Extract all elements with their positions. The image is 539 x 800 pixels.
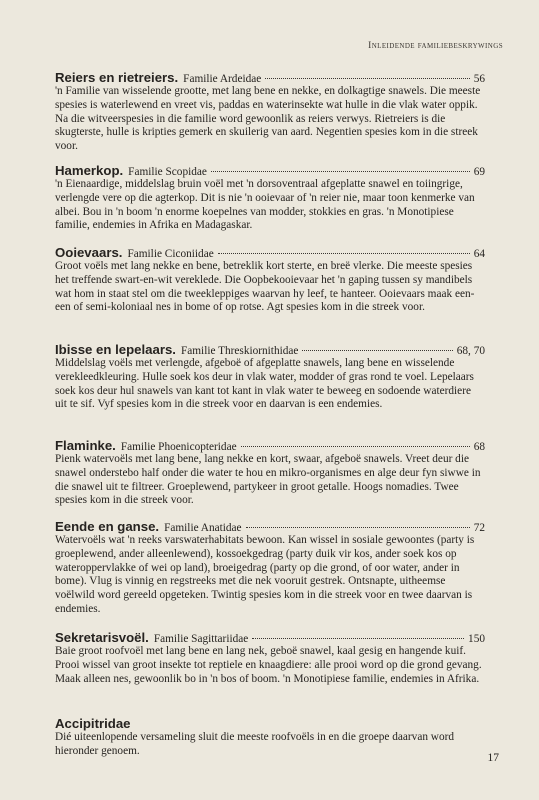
entry-page-ref: 68, 70	[456, 345, 485, 357]
entry-title: Flaminke.	[55, 438, 116, 453]
entry-heading	[55, 519, 485, 534]
entry-storks	[55, 245, 485, 315]
entry-flamingos	[55, 438, 485, 508]
entry-description: 'n Eienaardige, middelslag bruin voël met 'n dorsoventraal afgeplatte snawel en toiingrige, verlengde vere op die agterkop. Dit is nie 'n ooievaar of 'n reier nie, maar toon kenmerke van albei. Bou in 'n boom 'n enorme koepelnes van modder, stokkies en gras. 'n Monotipiese familie, endemies in Afrika en Madagaskar.	[55, 178, 475, 232]
entry-description: Pienk watervoëls met lang bene, lang nekke en kort, swaar, afgeboë snawels. Vreet deur die snawel onderstebo half onder die water te hou en mikro-organismes en alge deur fyn siwwe in die snawel uit te filtreer. Groeplewend, partykeer in groot getalle. Hoogs nomadies. Twee spesies kom in die streek voor.	[55, 453, 481, 507]
dot-leader	[302, 350, 452, 351]
page-number: 17	[487, 752, 499, 764]
entry-heading	[55, 245, 485, 260]
entry-title: Ooievaars.	[55, 245, 123, 260]
dot-leader	[218, 253, 470, 254]
entry-herons	[55, 70, 485, 154]
entry-page-ref: 69	[473, 166, 485, 178]
entry-description: Watervoëls wat 'n reeks varswaterhabitats bewoon. Kan wissel in sosiale gewoontes (party is groeplewend, ander alleenlewend), kossoekgedrag (party duik vir kos, ander soek kos op wateroppervlakke of wei op land), broeigedrag (party op die grond, of oor water, ander in bome). Vlug is vinnig en regstreeks met die nek vooruit gestrek. Ontsnapte, uitheemse voëlwild word gereeld opgeteken. Twintig spesies kom in die streek voor en twee daarvan is endemies.	[55, 534, 475, 615]
entry-heading	[55, 70, 485, 85]
entry-heading	[55, 342, 485, 357]
entry-description: Dié uiteenlopende versameling sluit die meeste roofvoëls in en die groepe daarvan word hieronder genoem.	[55, 731, 455, 757]
entry-title: Sekretarisvoël.	[55, 630, 149, 645]
entry-title: Hamerkop.	[55, 163, 124, 178]
entry-heading	[55, 163, 485, 178]
entry-heading	[55, 438, 485, 453]
entry-secretarybird	[55, 630, 485, 686]
running-header: Inleidende familiebeskrywings	[368, 41, 503, 51]
entry-description: Baie groot roofvoël met lang bene en lang nek, geboë snawel, kaal gesig en hangende kuif. Prooi wissel van groot insekte tot reptiele en knaagdiere: alle prooi word op die grond gevang. Maak alleen nes, gewoonlik bo in 'n bos of boom. 'n Monotipiese familie, endemies in Afrika.	[55, 645, 482, 685]
entry-family: Familie Anatidae	[164, 522, 242, 534]
entry-family: Familie Scopidae	[128, 166, 207, 178]
entry-family: Familie Ciconiidae	[127, 248, 214, 260]
entry-page-ref: 68	[473, 441, 485, 453]
entry-heading	[55, 630, 485, 645]
entry-page-ref: 150	[468, 633, 485, 645]
entry-ducks-geese	[55, 519, 485, 617]
dot-leader	[265, 78, 469, 79]
entry-title: Ibisse en lepelaars.	[55, 342, 176, 357]
entry-hamerkop	[55, 163, 485, 233]
entry-description: Middelslag voëls met verlengde, afgeboë of afgeplatte snawels, lang bene en wisselende verekleedkleuring. Hulle soek kos deur in vlak water, modder of gras rond te voel. Lepelaars soek kos deur hul snawels van kant tot kant in vlak water te beweeg en sodoende waterdiere uit te sif. Vyf spesies kom in die streek voor en daarvan is een endemies.	[55, 357, 474, 411]
entry-title: Accipitridae	[55, 716, 131, 731]
entry-family: Familie Ardeidae	[183, 73, 262, 85]
entry-page-ref: 56	[473, 73, 485, 85]
entry-description: 'n Familie van wisselende grootte, met lang bene en nekke, en dolkagtige snawels. Die meeste spesies is waterlewend en vreet vis, paddas en waterinsekte wat hulle in die vlak water oppik. Na die witveerspesies in die familie word gewoonlik as reiers verwys. Rietreiers is die skugterste, hulle is kripties gemerk en skuilerig van aard. Negentien spesies kom in die streek voor.	[55, 85, 481, 153]
entry-family: Familie Phoenicopteridae	[120, 441, 237, 453]
entry-description: Groot voëls met lang nekke en bene, betreklik kort sterte, en breë vlerke. Die meeste spesies het treffende swart-en-wit vereklede. Die Oopbekooievaar het 'n gaping tussen sy mandibels wat hom in staat stel om die tweekleppiges waarvan hy leef, te hanteer. Ooievaars maak een-een of semi-koloniaal nes in bome of op rotse. Agt spesies kom in die streek voor.	[55, 260, 475, 314]
entry-page-ref: 72	[473, 522, 485, 534]
entry-family: Familie Sagittariidae	[153, 633, 249, 645]
entry-title: Reiers en rietreiers.	[55, 70, 179, 85]
entry-accipitridae	[55, 716, 485, 759]
entry-title: Eende en ganse.	[55, 519, 160, 534]
entry-ibises	[55, 342, 485, 412]
dot-leader	[241, 446, 470, 447]
entry-family: Familie Threskiornithidae	[180, 345, 299, 357]
entry-heading	[55, 716, 485, 731]
entry-page-ref: 64	[473, 248, 485, 260]
dot-leader	[246, 527, 470, 528]
dot-leader	[252, 638, 464, 639]
dot-leader	[211, 171, 470, 172]
